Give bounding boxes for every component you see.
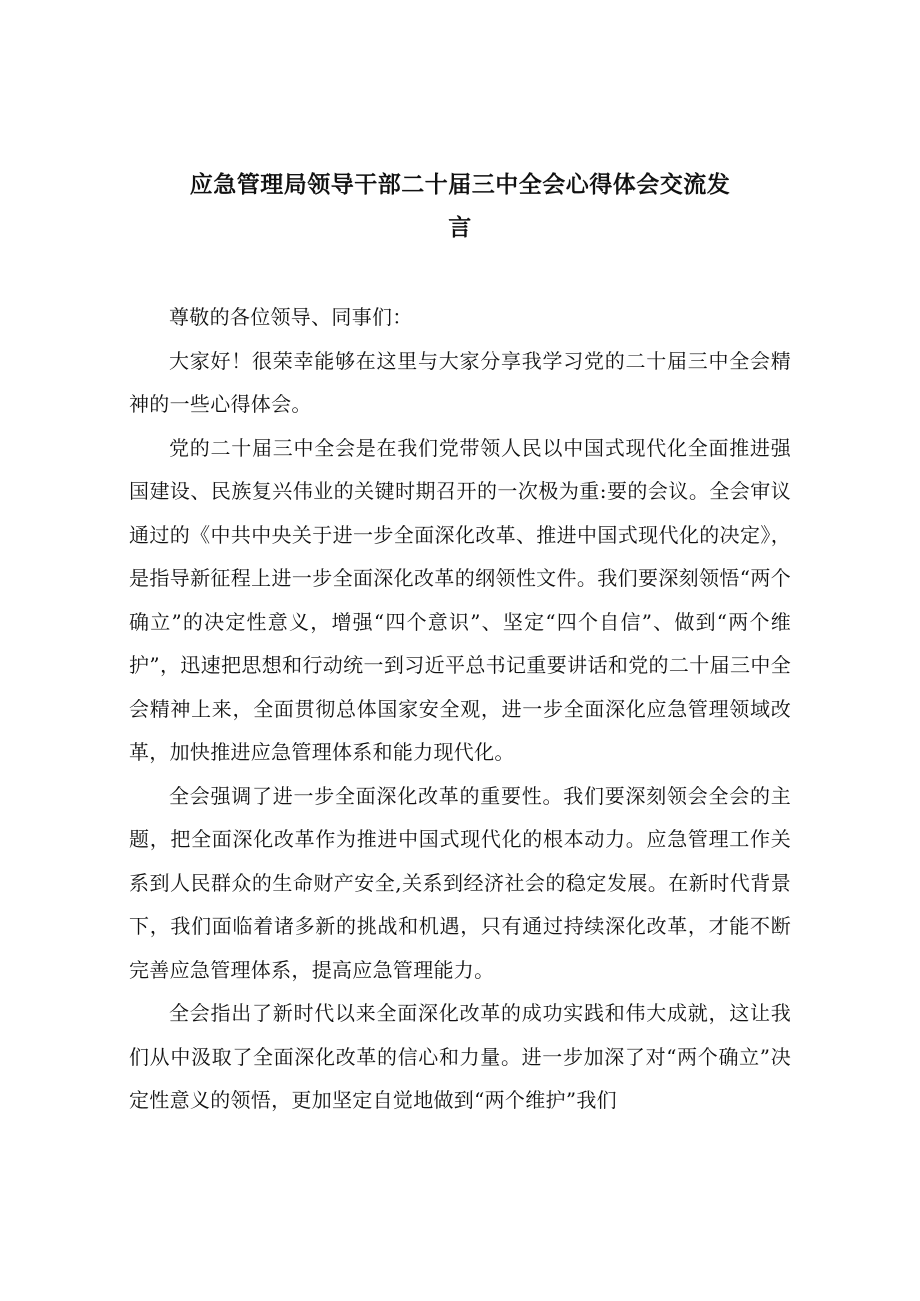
salutation-paragraph: 尊敬的各位领导、同事们：	[169, 305, 413, 329]
body-paragraph: 党的二十届三中全会是在我们党带领人民以中国式现代化全面推进强国建设、民族复兴伟业的关键时期召开的一次极为重:要的会议。全会审议通过的《中共中央关于进一步全面深化改革、推进中国式现代化的决定》，是指导新征程上进一步全面深化改革的纲领性文件。我们要深刻领悟“两个确立”的决定性意义，增强“四个意识”、坚定“四个自信”、做到“两个维护”，迅速把思想和行动统一到习近平总书记重要讲话和党的二十届三中全会精神上来，全面贯彻总体国家安全观，进一步全面深化应急管理领域改革，加快推进应急管理体系和能力现代化。	[129, 435, 791, 764]
greeting-paragraph: 大家好！很荣幸能够在这里与大家分享我学习党的二十届三中全会精神的一些心得体会。	[129, 348, 791, 416]
body-paragraph: 全会指出了新时代以来全面深化改革的成功实践和伟大成就，这让我们从中汲取了全面深化改革的信心和力量。进一步加深了对“两个确立”决定性意义的领悟，更加坚定自觉地做到“两个维护”我们	[129, 1001, 791, 1112]
document-title-continued: 言	[448, 215, 472, 241]
document-body	[129, 296, 791, 1123]
document-title: 应急管理局领导干部二十届三中全会心得体会交流发	[189, 172, 731, 198]
body-paragraph: 全会强调了进一步全面深化改革的重要性。我们要深刻领会全会的主题，把全面深化改革作为推进中国式现代化的根本动力。应急管理工作关系到人民群众的生命财产安全,关系到经济社会的稳定发展。在新时代背景下，我们面临着诸多新的挑战和机遇，只有通过持续深化改革，才能不断完善应急管理体系，提高应急管理能力。	[129, 783, 791, 982]
